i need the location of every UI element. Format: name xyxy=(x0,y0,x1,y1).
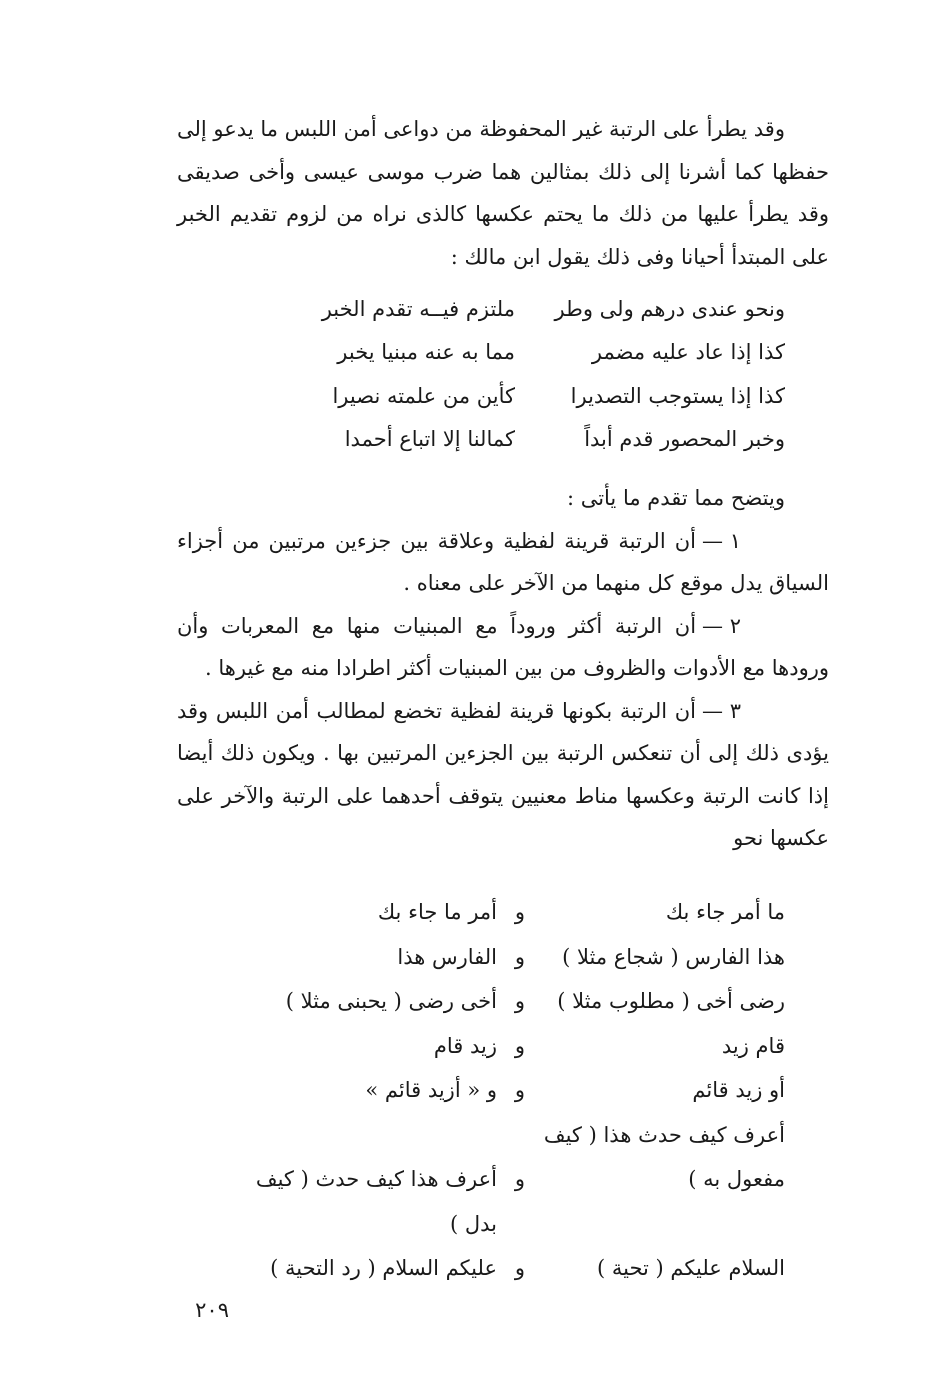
example-conjunction: و xyxy=(514,1033,525,1058)
conclusions-block xyxy=(177,477,829,860)
verse-second-hemistich: مما به عنه مبنيا يخبر xyxy=(337,340,515,365)
list-item-text: أن الرتبة بكونها قرينة لفظية تخضع لمطالب أمن اللبس وقد يؤدى ذلك إلى أن تنعكس الرتبة بين الجزءين المرتبين بها . ويكون ذلك أيضا إذا كانت الرتبة وعكسها مناط معنيين يتوقف أحدهما على الرتبة والآخر على عكسها نحو xyxy=(177,698,829,850)
example-original: قام زيد xyxy=(721,1033,785,1058)
example-inverted: أمر ما جاء بك xyxy=(377,900,497,925)
verse xyxy=(245,374,785,418)
example-original: أو زيد قائم xyxy=(692,1078,785,1103)
example-inverted: و « أزيد قائم » xyxy=(365,1078,497,1103)
example-conjunction: و xyxy=(514,1078,525,1103)
example-row xyxy=(165,935,785,980)
verse xyxy=(245,418,785,462)
list-item-number: ٢ — xyxy=(702,613,741,638)
example-original: ما أمر جاء بك xyxy=(665,900,785,925)
examples-table xyxy=(165,890,785,1291)
list-item-number: ١ — xyxy=(702,528,741,553)
example-row xyxy=(165,1068,785,1113)
example-row xyxy=(165,890,785,935)
example-row xyxy=(165,1202,785,1247)
verse xyxy=(245,287,785,331)
verse-first-hemistich: وخبر المحصور قدم أبداً xyxy=(584,427,785,452)
example-original: مفعول به ) xyxy=(688,1167,785,1192)
poem-verses xyxy=(245,287,785,461)
list-item-number: ٣ — xyxy=(702,698,741,723)
example-wide-line: أعرف كيف حدث هذا ( كيف xyxy=(543,1122,785,1147)
example-conjunction: و xyxy=(514,900,525,925)
example-conjunction: و xyxy=(514,944,525,969)
list-intro: ويتضح مما تقدم ما يأتى : xyxy=(566,486,785,510)
paragraph: وقد يطرأ على الرتبة غير المحفوظة من دواعى أمن اللبس ما يدعو إلى حفظها كما أشرنا إلى ذلك بمثالين هما ضرب موسى عيسى وأخى صديقى وقد يطرأ عليها من ذلك ما يحتم عكسها كالذى نراه من لزوم تقديم الخبر على المبتدأ أحيانا وفى ذلك يقول ابن مالك : xyxy=(177,117,829,269)
verse-second-hemistich: ملتزم فيــه تقدم الخبر xyxy=(321,296,515,321)
example-inverted: عليكم السلام ( رد التحية ) xyxy=(270,1256,497,1281)
example-conjunction: و xyxy=(514,1256,525,1281)
example-row xyxy=(165,1157,785,1202)
page-number: ٢٠٩ xyxy=(195,1298,229,1322)
example-inverted: زيد قام xyxy=(433,1033,497,1058)
example-row xyxy=(165,1024,785,1069)
list-item-text: أن الرتبة قرينة لفظية وعلاقة بين جزءين مرتبين من أجزاء السياق يدل موقع كل منهما من الآخر على معناه . xyxy=(177,528,829,595)
verse-second-hemistich: كأين من علمته نصيرا xyxy=(332,383,515,408)
example-inverted: الفارس هذا xyxy=(397,944,497,969)
example-row xyxy=(165,1246,785,1291)
example-inverted: أخى رضى ( يحبنى مثلا ) xyxy=(285,989,497,1014)
list-item xyxy=(177,520,829,605)
example-continuation: بدل ) xyxy=(450,1211,497,1236)
example-row xyxy=(165,1113,785,1158)
verse xyxy=(245,331,785,375)
example-conjunction: و xyxy=(514,1167,525,1192)
list-item xyxy=(177,605,829,690)
list-item-text: أن الرتبة أكثر وروداً مع المبنيات منها مع المعربات وأن ورودها مع الأدوات والظروف من بين المبنيات أكثر اطرادا منه مع غيرها . xyxy=(177,613,829,680)
example-original: السلام عليكم ( تحية ) xyxy=(597,1256,785,1281)
example-original: هذا الفارس ( شجاع مثلا ) xyxy=(562,944,785,969)
example-inverted: أعرف هذا كيف حدث ( كيف xyxy=(255,1167,497,1192)
verse-first-hemistich: ونحو عندى درهم ولى وطر xyxy=(554,296,785,321)
opening-paragraph-block xyxy=(177,108,829,278)
example-conjunction: و xyxy=(514,989,525,1014)
verse-second-hemistich: كمالنا إلا اتباع أحمدا xyxy=(344,427,515,452)
example-original: رضى أخى ( مطلوب مثلا ) xyxy=(557,989,785,1014)
verse-first-hemistich: كذا إذا يستوجب التصديرا xyxy=(570,383,785,408)
list-item xyxy=(177,690,829,860)
verse-first-hemistich: كذا إذا عاد عليه مضمر xyxy=(591,340,785,365)
example-row xyxy=(165,979,785,1024)
